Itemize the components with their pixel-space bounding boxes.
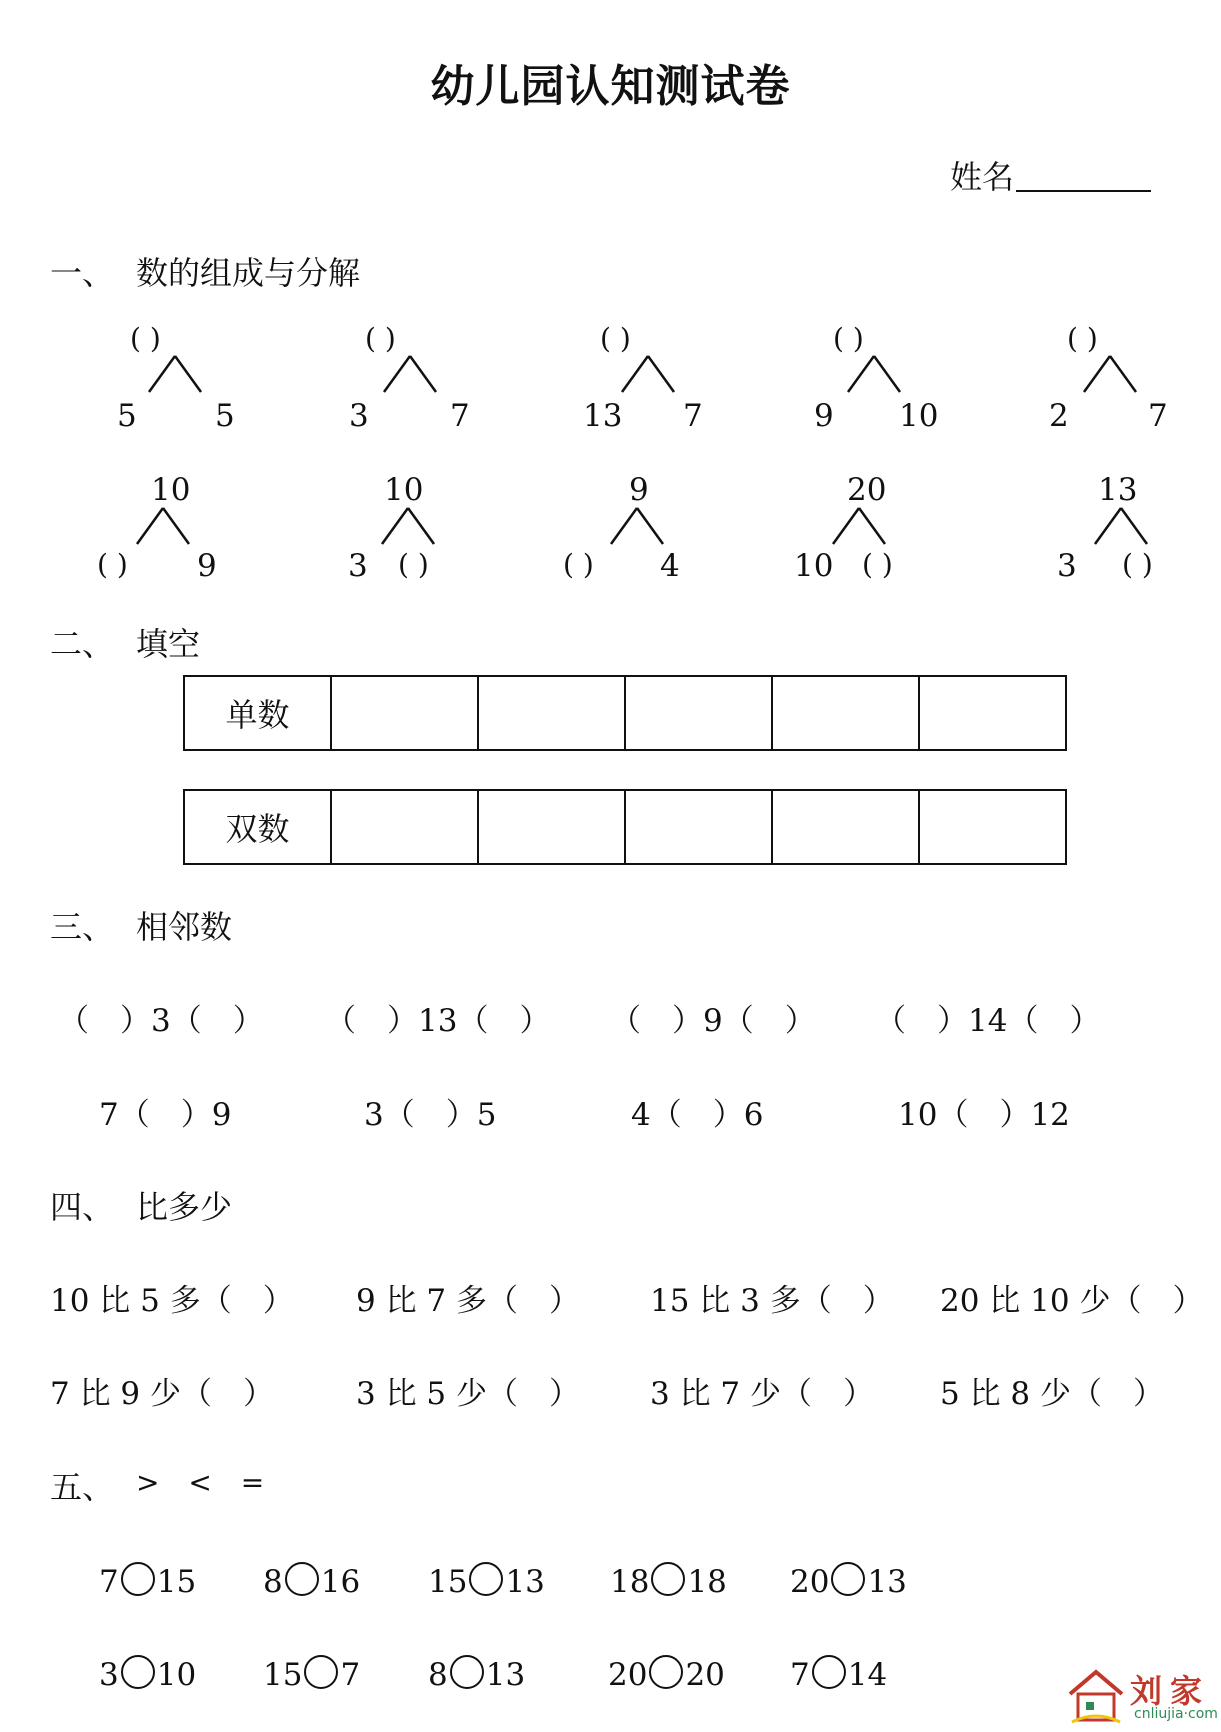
- sign-right-number: 20: [685, 1657, 725, 1693]
- compare-item[interactable]: 3 比 5 少（ ）: [356, 1376, 581, 1412]
- name-label: 姓名: [950, 158, 1015, 196]
- split-bottom-3-right: 4: [660, 548, 680, 584]
- split-top-5-left: 2: [1049, 398, 1069, 434]
- neighbor-item[interactable]: 7（ ）9: [99, 1097, 232, 1133]
- compare-item[interactable]: 20 比 10 少（ ）: [940, 1283, 1204, 1319]
- sign-right-number: 18: [687, 1564, 727, 1600]
- split-top-4-blank[interactable]: ( ): [833, 322, 864, 355]
- neighbor-item[interactable]: 3（ ）5: [364, 1097, 497, 1133]
- section-4-title: 比多少: [136, 1188, 233, 1226]
- even-cell[interactable]: [331, 790, 478, 864]
- house-icon: [1064, 1664, 1128, 1728]
- compare-item[interactable]: 9 比 7 多（ ）: [356, 1283, 581, 1319]
- odd-numbers-table: [183, 675, 1067, 751]
- split-top-3-left: 13: [583, 398, 623, 434]
- split-bottom-2-left: 3: [348, 548, 368, 584]
- neighbor-item[interactable]: （ ）3（ ）: [58, 1003, 264, 1039]
- split-top-2-left: 3: [349, 398, 369, 434]
- compare-item[interactable]: 3 比 7 少（ ）: [650, 1376, 875, 1412]
- split-top-1-blank[interactable]: ( ): [130, 322, 161, 355]
- logo-text: 刘家: [1130, 1672, 1211, 1710]
- compare-item[interactable]: 7 比 9 少（ ）: [50, 1376, 275, 1412]
- split-top-2-right: 7: [450, 398, 470, 434]
- sign-right-number: 7: [340, 1657, 361, 1693]
- sign-item: [99, 1562, 196, 1600]
- sign-right-number: 15: [156, 1564, 197, 1600]
- split-bottom-5-left: 3: [1057, 548, 1077, 584]
- sign-item: [263, 1655, 360, 1693]
- sign-left-number: 8: [428, 1657, 448, 1693]
- sign-right-number: 13: [867, 1564, 907, 1600]
- odd-cell[interactable]: [772, 676, 919, 750]
- even-cell[interactable]: [478, 790, 625, 864]
- compare-item[interactable]: 15 比 3 多（ ）: [650, 1283, 894, 1319]
- split-bottom-4-right[interactable]: ( ): [862, 548, 893, 581]
- answer-circle[interactable]: [469, 1562, 503, 1596]
- sign-left-number: 18: [610, 1564, 650, 1600]
- section-5-title: > < =: [136, 1466, 275, 1499]
- odd-label: 单数: [184, 676, 331, 750]
- split-top-4-left: 9: [814, 398, 834, 434]
- sign-right-number: 10: [156, 1657, 197, 1693]
- split-top-5-right: 7: [1148, 398, 1168, 434]
- sign-left-number: 3: [99, 1657, 119, 1693]
- split-top-3-blank[interactable]: ( ): [600, 322, 631, 355]
- sign-item: [790, 1562, 907, 1600]
- split-top-1-left: 5: [117, 398, 137, 434]
- answer-circle[interactable]: [450, 1655, 484, 1689]
- sign-left-number: 7: [99, 1564, 119, 1600]
- even-label: 双数: [184, 790, 331, 864]
- neighbor-item[interactable]: （ ）14（ ）: [875, 1003, 1101, 1039]
- sign-right-number: 16: [320, 1564, 361, 1600]
- even-cell[interactable]: [772, 790, 919, 864]
- logo-url: cnliujia·com: [1134, 1706, 1218, 1722]
- even-cell[interactable]: [625, 790, 772, 864]
- sign-item: [263, 1562, 360, 1600]
- sign-item: [608, 1655, 725, 1693]
- neighbor-item[interactable]: 4（ ）6: [631, 1097, 764, 1133]
- sign-right-number: 13: [485, 1657, 526, 1693]
- split-top-1-right: 5: [215, 398, 235, 434]
- page-title: 幼儿园认知测试卷: [430, 61, 791, 112]
- odd-cell[interactable]: [919, 676, 1066, 750]
- split-top-3-right: 7: [683, 398, 703, 434]
- sign-item: [99, 1655, 196, 1693]
- section-3-number: 三、: [50, 908, 115, 946]
- odd-cell[interactable]: [625, 676, 772, 750]
- section-2-title: 填空: [136, 625, 201, 663]
- sign-item: [428, 1562, 545, 1600]
- answer-circle[interactable]: [121, 1562, 155, 1596]
- answer-circle[interactable]: [651, 1562, 685, 1596]
- split-top-2-blank[interactable]: ( ): [365, 322, 396, 355]
- split-bottom-3-top: 9: [629, 472, 649, 508]
- sign-left-number: 20: [608, 1657, 648, 1693]
- answer-circle[interactable]: [649, 1655, 683, 1689]
- answer-circle[interactable]: [831, 1562, 865, 1596]
- sign-left-number: 20: [790, 1564, 830, 1600]
- answer-circle[interactable]: [285, 1562, 319, 1596]
- split-bottom-2-top: 10: [384, 472, 424, 508]
- split-bottom-5-top: 13: [1098, 472, 1138, 508]
- sign-left-number: 15: [428, 1564, 468, 1600]
- neighbor-item[interactable]: （ ）9（ ）: [610, 1003, 816, 1039]
- even-numbers-table: [183, 789, 1067, 865]
- sign-right-number: 13: [505, 1564, 545, 1600]
- section-3-title: 相邻数: [136, 908, 233, 946]
- neighbor-item[interactable]: 10（ ）12: [898, 1097, 1070, 1133]
- answer-circle[interactable]: [812, 1655, 846, 1689]
- section-2-number: 二、: [50, 625, 115, 663]
- split-bottom-2-right[interactable]: ( ): [398, 548, 429, 581]
- sign-left-number: 7: [790, 1657, 810, 1693]
- neighbor-item[interactable]: （ ）13（ ）: [325, 1003, 551, 1039]
- split-bottom-4-left: 10: [794, 548, 834, 584]
- section-4-number: 四、: [50, 1188, 115, 1226]
- sign-right-number: 14: [847, 1657, 888, 1693]
- answer-circle[interactable]: [121, 1655, 155, 1689]
- split-bottom-1-right: 9: [197, 548, 217, 584]
- sign-item: [610, 1562, 727, 1600]
- split-bottom-1-left[interactable]: ( ): [97, 548, 128, 581]
- split-bottom-4-top: 20: [847, 472, 887, 508]
- split-top-5-blank[interactable]: ( ): [1067, 322, 1098, 355]
- split-top-4-right: 10: [899, 398, 939, 434]
- section-1-title: 数的组成与分解: [136, 254, 361, 292]
- compare-item[interactable]: 5 比 8 少（ ）: [940, 1376, 1165, 1412]
- section-1-number: 一、: [50, 254, 115, 292]
- sign-item: [428, 1655, 525, 1693]
- watermark-logo: [1064, 1664, 1218, 1730]
- split-bottom-5-right[interactable]: ( ): [1122, 548, 1153, 581]
- split-bottom-3-left[interactable]: ( ): [563, 548, 594, 581]
- section-5-number: 五、: [50, 1468, 115, 1506]
- compare-item[interactable]: 10 比 5 多（ ）: [50, 1283, 294, 1319]
- split-bottom-1-top: 10: [151, 472, 191, 508]
- answer-circle[interactable]: [304, 1655, 338, 1689]
- sign-item: [790, 1655, 887, 1693]
- sign-left-number: 8: [263, 1564, 283, 1600]
- odd-cell[interactable]: [478, 676, 625, 750]
- odd-cell[interactable]: [331, 676, 478, 750]
- even-cell[interactable]: [919, 790, 1066, 864]
- sign-left-number: 15: [263, 1657, 303, 1693]
